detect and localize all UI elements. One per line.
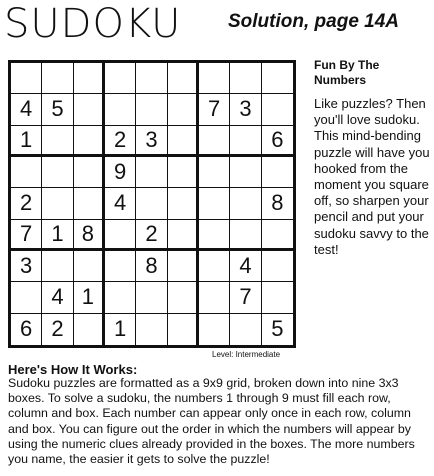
- sudoku-cell-r9c2[interactable]: 2: [42, 314, 73, 345]
- sudoku-cell-r9c3[interactable]: [74, 314, 105, 345]
- sudoku-cell-r8c2[interactable]: 4: [42, 282, 73, 313]
- sudoku-grid: [8, 60, 296, 348]
- sudoku-cell-r2c6[interactable]: [168, 94, 199, 125]
- sudoku-cell-r6c1[interactable]: 7: [11, 220, 42, 251]
- sudoku-cell-r9c1[interactable]: 6: [11, 314, 42, 345]
- sudoku-cell-r8c8[interactable]: 7: [230, 282, 261, 313]
- sudoku-cell-r2c7[interactable]: 7: [199, 94, 230, 125]
- sudoku-cell-r6c4[interactable]: [105, 220, 136, 251]
- sudoku-cell-r6c5[interactable]: 2: [136, 220, 167, 251]
- instructions-heading: Here's How It Works:: [8, 362, 138, 377]
- sudoku-cell-r6c2[interactable]: 1: [42, 220, 73, 251]
- sudoku-cell-r7c9[interactable]: [262, 251, 293, 282]
- difficulty-level: Level: Intermediate: [212, 350, 281, 359]
- page-title: SUDOKU: [4, 1, 182, 47]
- sudoku-cell-r7c8[interactable]: 4: [230, 251, 261, 282]
- sudoku-cell-r2c5[interactable]: [136, 94, 167, 125]
- sudoku-cell-r4c4[interactable]: 9: [105, 157, 136, 188]
- sudoku-cell-r1c8[interactable]: [230, 63, 261, 94]
- sudoku-cell-r4c5[interactable]: [136, 157, 167, 188]
- sudoku-cell-r8c5[interactable]: [136, 282, 167, 313]
- sudoku-cell-r9c6[interactable]: [168, 314, 199, 345]
- sudoku-cell-r6c3[interactable]: 8: [74, 220, 105, 251]
- sudoku-cell-r5c1[interactable]: 2: [11, 188, 42, 219]
- sudoku-cell-r2c9[interactable]: [262, 94, 293, 125]
- sudoku-cell-r1c7[interactable]: [199, 63, 230, 94]
- sudoku-cell-r3c7[interactable]: [199, 126, 230, 157]
- sudoku-cell-r2c8[interactable]: 3: [230, 94, 261, 125]
- sudoku-cell-r4c3[interactable]: [74, 157, 105, 188]
- sudoku-cell-r5c3[interactable]: [74, 188, 105, 219]
- sudoku-cell-r5c2[interactable]: [42, 188, 73, 219]
- sudoku-cell-r1c9[interactable]: [262, 63, 293, 94]
- sudoku-cell-r3c3[interactable]: [74, 126, 105, 157]
- sudoku-cell-r7c4[interactable]: [105, 251, 136, 282]
- sudoku-cell-r4c7[interactable]: [199, 157, 230, 188]
- solution-reference: Solution, page 14A: [228, 11, 400, 32]
- sudoku-cell-r3c6[interactable]: [168, 126, 199, 157]
- sudoku-cell-r7c6[interactable]: [168, 251, 199, 282]
- sudoku-cell-r2c4[interactable]: [105, 94, 136, 125]
- sudoku-cell-r4c9[interactable]: [262, 157, 293, 188]
- sudoku-cell-r9c8[interactable]: [230, 314, 261, 345]
- sudoku-cell-r1c6[interactable]: [168, 63, 199, 94]
- sudoku-cell-r1c1[interactable]: [11, 63, 42, 94]
- sudoku-cell-r9c9[interactable]: 5: [271, 316, 284, 342]
- sudoku-cell-r5c4[interactable]: 4: [105, 188, 136, 219]
- sudoku-cell-r3c8[interactable]: [230, 126, 261, 157]
- sudoku-cell-r4c1[interactable]: [11, 157, 42, 188]
- sudoku-cell-r6c6[interactable]: [168, 220, 199, 251]
- sudoku-cell-r4c6[interactable]: [168, 157, 199, 188]
- sudoku-cell-r4c8[interactable]: [230, 157, 261, 188]
- sudoku-cell-r8c3[interactable]: 1: [74, 282, 105, 313]
- sudoku-cell-r9c7[interactable]: [199, 314, 230, 345]
- sudoku-cell-r9c4[interactable]: 1: [105, 314, 136, 345]
- sidebar-heading: Fun By The Numbers: [314, 58, 380, 87]
- sudoku-cell-r2c2[interactable]: 5: [42, 94, 73, 125]
- sudoku-cell-r8c1[interactable]: [11, 282, 42, 313]
- sudoku-cell-r3c5[interactable]: 3: [136, 126, 167, 157]
- sudoku-cell-r3c9[interactable]: 6: [262, 126, 293, 157]
- sudoku-cell-r5c7[interactable]: [199, 188, 230, 219]
- sudoku-cell-r1c2[interactable]: [42, 63, 73, 94]
- sudoku-cell-r3c2[interactable]: [42, 126, 73, 157]
- instructions-text: Sudoku puzzles are formatted as a 9x9 grid, broken down into nine 3x3 boxes. To solve a sudoku, the numbers 1 through 9 must fill each row, column and box. Each number can appear only once in each row, column and box. You can figure out the order in which the numbers will appear by using the numeric clues already provided in the boxes. The more numbers you name, the easier it gets to solve the puzzle!: [8, 376, 415, 467]
- sudoku-cell-r3c1[interactable]: 1: [11, 126, 42, 157]
- sudoku-cell-r1c4[interactable]: [105, 63, 136, 94]
- sudoku-cell-r6c9[interactable]: [262, 220, 293, 251]
- sudoku-cell-r8c9[interactable]: [262, 282, 293, 313]
- sudoku-cell-r5c8[interactable]: [230, 188, 261, 219]
- sudoku-cell-r7c2[interactable]: [42, 251, 73, 282]
- sudoku-cell-r8c6[interactable]: [168, 282, 199, 313]
- sudoku-cell-r7c1[interactable]: 3: [11, 251, 42, 282]
- sudoku-cell-r8c7[interactable]: [199, 282, 230, 313]
- sudoku-cell-r1c5[interactable]: [136, 63, 167, 94]
- sidebar-text: Like puzzles? Then you'll love sudoku. This mind-bending puzzle will have you hooked from the moment you square off, so sharpen your pencil and put your sudoku savvy to the test!: [314, 96, 430, 257]
- sudoku-cell-r1c3[interactable]: [74, 63, 105, 94]
- sudoku-cell-r7c5[interactable]: 8: [136, 251, 167, 282]
- sudoku-cell-r7c7[interactable]: [199, 251, 230, 282]
- sudoku-cell-r4c2[interactable]: [42, 157, 73, 188]
- sudoku-cell-r8c4[interactable]: [105, 282, 136, 313]
- sudoku-cell-r9c5[interactable]: [136, 314, 167, 345]
- sudoku-cell-r6c8[interactable]: [230, 220, 261, 251]
- sudoku-cell-r7c3[interactable]: [74, 251, 105, 282]
- sudoku-cell-r3c4[interactable]: 2: [105, 126, 136, 157]
- sudoku-cell-r5c6[interactable]: [168, 188, 199, 219]
- sudoku-cell-r2c1[interactable]: 4: [11, 94, 42, 125]
- sudoku-cell-r2c3[interactable]: [74, 94, 105, 125]
- sudoku-cell-r5c9[interactable]: 8: [262, 188, 293, 219]
- sudoku-cell-r6c7[interactable]: [199, 220, 230, 251]
- sudoku-cell-r5c5[interactable]: [136, 188, 167, 219]
